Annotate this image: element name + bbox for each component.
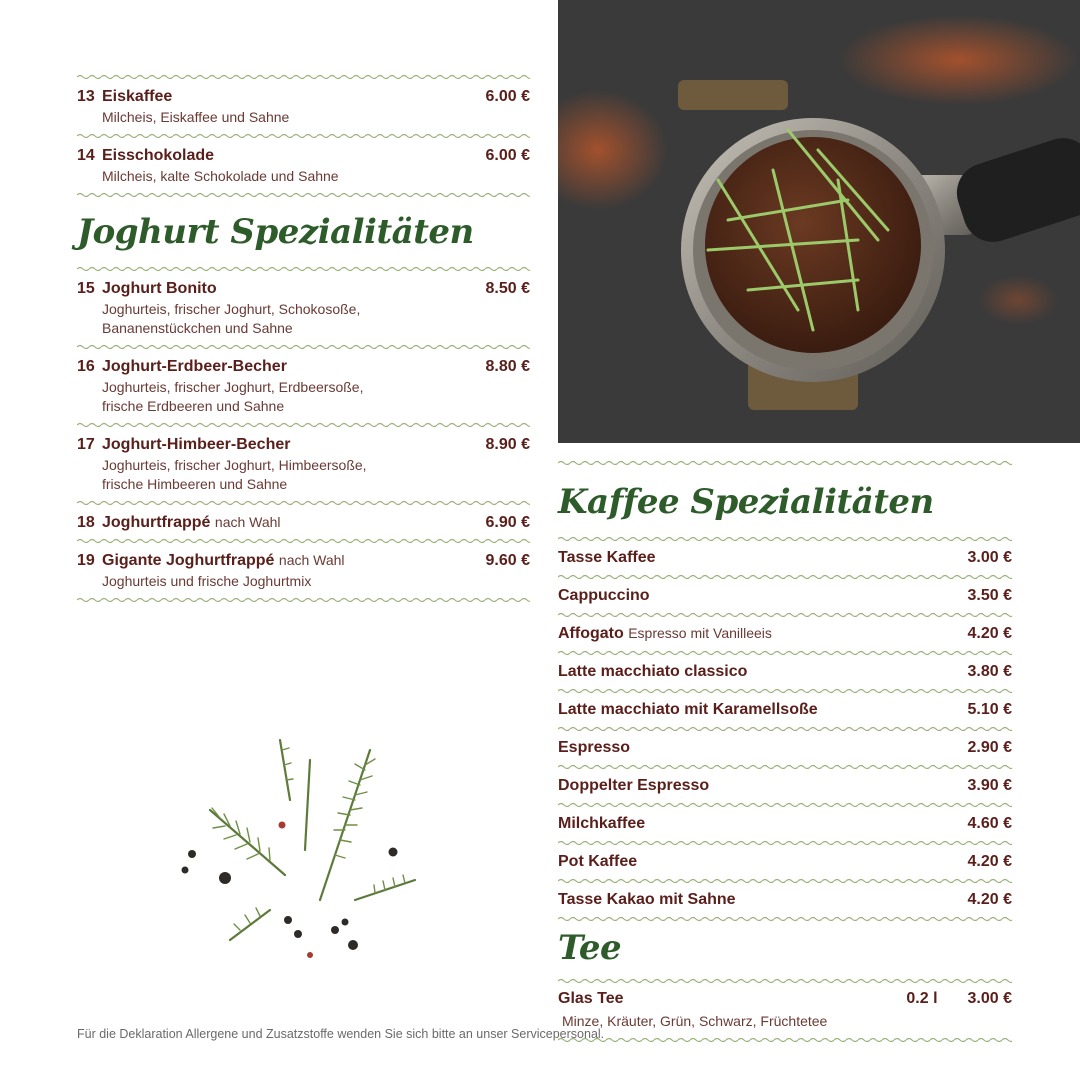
item-description: Joghurteis und frische Joghurtmix bbox=[102, 573, 312, 589]
divider bbox=[77, 192, 530, 198]
item-number: 13 bbox=[77, 88, 95, 105]
item-note: nach Wahl bbox=[214, 514, 281, 530]
item-price: 9.60 € bbox=[485, 552, 530, 569]
menu-item-latte-classico: Latte macchiato classico 3.80 € bbox=[558, 663, 1012, 680]
divider bbox=[558, 460, 1012, 466]
item-name: Eiskaffee bbox=[102, 88, 173, 105]
item-price: 8.80 € bbox=[485, 358, 530, 375]
item-price: 6.00 € bbox=[485, 88, 530, 105]
divider bbox=[77, 597, 530, 603]
item-number: 15 bbox=[77, 280, 95, 297]
rosemary-and-peppercorns-decoration bbox=[170, 730, 430, 970]
item-description: Milcheis, Eiskaffee und Sahne bbox=[102, 109, 290, 125]
item-name: Joghurtfrappé bbox=[102, 514, 211, 531]
menu-item-affogato: Affogato Espresso mit Vanilleeis 4.20 € bbox=[558, 625, 1012, 642]
menu-item-doppelter-espresso: Doppelter Espresso 3.90 € bbox=[558, 777, 1012, 794]
tee-section-title: Tee bbox=[558, 928, 622, 968]
item-price: 6.00 € bbox=[485, 147, 530, 164]
kaffee-section-title: Kaffee Spezialitäten bbox=[558, 482, 934, 522]
item-number: 14 bbox=[77, 147, 95, 164]
menu-item-tasse-kakao: Tasse Kakao mit Sahne 4.20 € bbox=[558, 891, 1012, 908]
menu-item-cappuccino: Cappuccino 3.50 € bbox=[558, 587, 1012, 604]
item-description: Joghurteis, frischer Joghurt, Himbeersoße, frische Himbeeren und Sahne bbox=[102, 457, 367, 492]
item-name: Gigante Joghurtfrappé bbox=[102, 552, 275, 569]
item-price: 6.90 € bbox=[485, 514, 530, 531]
item-name: Glas Tee bbox=[558, 990, 624, 1007]
menu-item-13 bbox=[77, 80, 530, 133]
divider bbox=[558, 1037, 1012, 1043]
item-note: nach Wahl bbox=[278, 552, 345, 568]
item-number: 19 bbox=[77, 552, 95, 569]
item-description: Joghurteis, frischer Joghurt, Schokosoße, Bananenstückchen und Sahne bbox=[102, 301, 361, 336]
menu-item-16 bbox=[77, 350, 530, 422]
menu-item-17 bbox=[77, 428, 530, 500]
photo-illustration bbox=[558, 0, 1080, 443]
item-description: Joghurteis, frischer Joghurt, Erdbeersoße, frische Erdbeeren und Sahne bbox=[102, 379, 364, 414]
item-number: 17 bbox=[77, 436, 95, 453]
menu-item-18 bbox=[77, 506, 530, 538]
item-name: Eisschokolade bbox=[102, 147, 215, 164]
allergen-footer-note: Für die Deklaration Allergene und Zusatzstoffe wenden Sie sich bitte an unser Servicepersonal. bbox=[77, 1027, 605, 1041]
menu-item-15 bbox=[77, 272, 530, 344]
menu-item-glas-tee bbox=[558, 984, 1012, 1037]
menu-item-19 bbox=[77, 544, 530, 597]
espresso-portafilter-with-rosemary-photo bbox=[558, 0, 1080, 443]
item-price: 8.90 € bbox=[485, 436, 530, 453]
menu-item-14 bbox=[77, 139, 530, 192]
joghurt-section-title: Joghurt Spezialitäten bbox=[77, 212, 474, 252]
item-number: 18 bbox=[77, 514, 95, 531]
menu-item-milchkaffee: Milchkaffee 4.60 € bbox=[558, 815, 1012, 832]
item-price: 8.50 € bbox=[485, 280, 530, 297]
item-name: Joghurt-Himbeer-Becher bbox=[102, 436, 291, 453]
menu-item-espresso: Espresso 2.90 € bbox=[558, 739, 1012, 756]
item-number: 16 bbox=[77, 358, 95, 375]
menu-item-tasse-kaffee: Tasse Kaffee 3.00 € bbox=[558, 549, 1012, 566]
item-volume: 0.2 l bbox=[906, 990, 938, 1007]
menu-item-latte-karamell: Latte macchiato mit Karamellsoße 5.10 € bbox=[558, 701, 1012, 718]
item-description: Milcheis, kalte Schokolade und Sahne bbox=[102, 168, 339, 184]
right-column bbox=[558, 460, 1012, 1043]
menu-item-pot-kaffee: Pot Kaffee 4.20 € bbox=[558, 853, 1012, 870]
left-column bbox=[77, 74, 530, 603]
item-note: Espresso mit Vanilleeis bbox=[628, 625, 772, 641]
item-description: Minze, Kräuter, Grün, Schwarz, Früchtetee bbox=[562, 1013, 828, 1029]
item-name: Joghurt Bonito bbox=[102, 280, 217, 297]
divider bbox=[558, 916, 1012, 922]
item-name: Joghurt-Erdbeer-Becher bbox=[102, 358, 287, 375]
item-price: 3.00 € bbox=[967, 990, 1012, 1007]
